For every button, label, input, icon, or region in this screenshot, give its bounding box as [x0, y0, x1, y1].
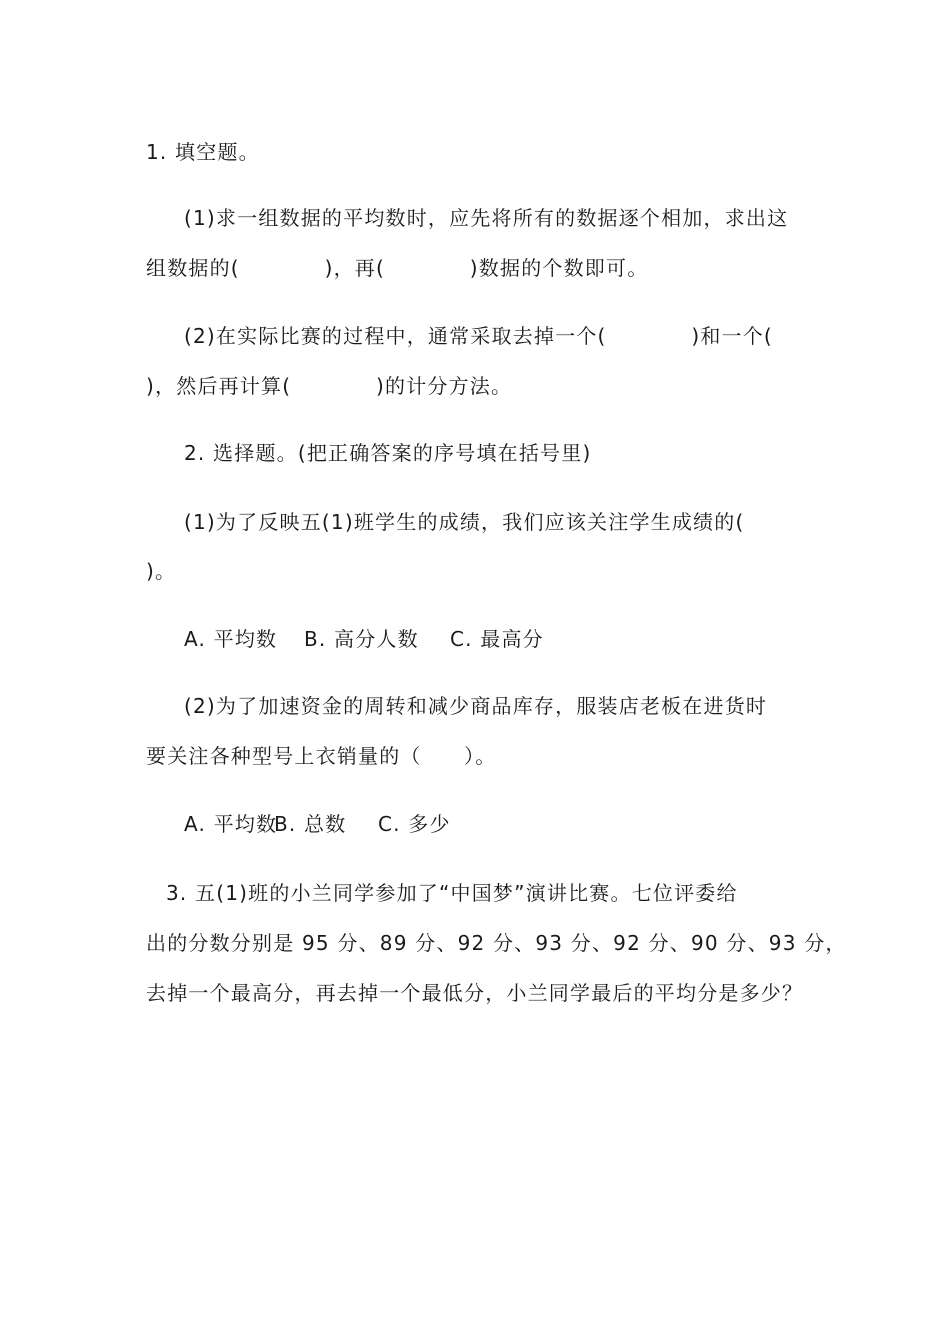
q2-part2-line1: (2)为了加速资金的周转和减少商品库存，服装店老板在进货时: [184, 694, 768, 718]
option-a: A. 平均数: [184, 627, 278, 651]
q2-part1-line1: (1)为了反映五(1)班学生的成绩，我们应该关注学生成绩的(: [184, 510, 745, 534]
option-a: A. 平均数: [184, 812, 278, 836]
q1-heading: 1. 填空题。: [146, 140, 260, 164]
q3-line2: 出的分数分别是 95 分、89 分、92 分、93 分、92 分、90 分、93 分，: [146, 931, 847, 955]
q2-part2-line2: 要关注各种型号上衣销量的（ ）。: [146, 744, 497, 768]
q2-heading: 2. 选择题。(把正确答案的序号填在括号里): [184, 441, 592, 465]
q1-part2-line2: )，然后再计算( )的计分方法。: [146, 374, 513, 398]
q1-part1-line1: (1)求一组数据的平均数时，应先将所有的数据逐个相加，求出这: [184, 206, 789, 230]
q1-part2-line1: (2)在实际比赛的过程中，通常采取去掉一个( )和一个(: [184, 324, 773, 348]
q3-line1: 3. 五(1)班的小兰同学参加了“中国梦”演讲比赛。七位评委给: [166, 881, 738, 905]
option-c: C. 多少: [378, 812, 451, 836]
q1-part1-line2: 组数据的( )，再( )数据的个数即可。: [146, 256, 649, 280]
option-b: B. 高分人数: [304, 627, 419, 651]
q3-line3: 去掉一个最高分，再去掉一个最低分，小兰同学最后的平均分是多少？: [146, 981, 804, 1005]
option-b: B. 总数: [274, 812, 347, 836]
option-c: C. 最高分: [450, 627, 544, 651]
q2-part1-line2: )。: [146, 559, 177, 583]
